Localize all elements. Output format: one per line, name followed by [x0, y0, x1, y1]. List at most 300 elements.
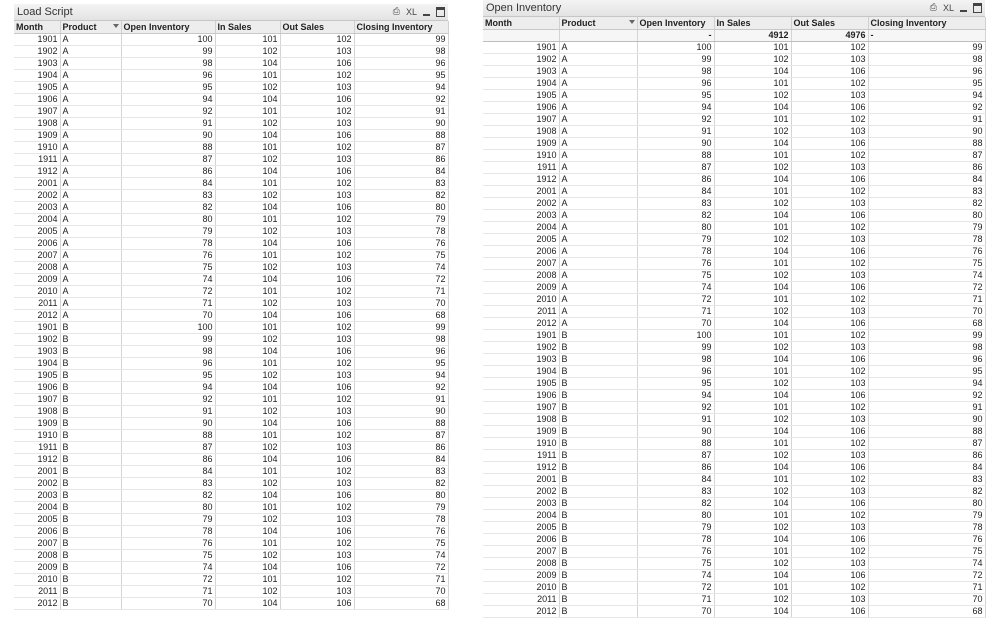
cell-product[interactable]: A — [559, 294, 637, 306]
cell-month[interactable]: 1908 — [14, 118, 60, 130]
cell-product[interactable]: A — [60, 214, 121, 226]
cell-month[interactable]: 1903 — [483, 66, 559, 78]
cell-month[interactable]: 1907 — [14, 106, 60, 118]
cell-month[interactable]: 2005 — [483, 522, 559, 534]
cell-product[interactable]: B — [559, 354, 637, 366]
cell-product[interactable]: A — [60, 46, 121, 58]
table-row[interactable] — [14, 214, 448, 226]
cell-product[interactable]: B — [559, 450, 637, 462]
cell-product[interactable]: B — [559, 390, 637, 402]
cell-product[interactable]: A — [60, 202, 121, 214]
cell-product[interactable]: A — [60, 166, 121, 178]
cell-month[interactable]: 2002 — [483, 486, 559, 498]
table-row[interactable] — [14, 310, 448, 322]
cell-month[interactable]: 1910 — [14, 142, 60, 154]
table-row[interactable] — [14, 442, 448, 454]
table-row[interactable] — [14, 94, 448, 106]
table-row[interactable] — [14, 382, 448, 394]
cell-month[interactable]: 2009 — [14, 274, 60, 286]
cell-month[interactable]: 1905 — [14, 370, 60, 382]
column-header-out-sales[interactable]: Out Sales — [791, 17, 868, 30]
cell-product[interactable]: B — [559, 558, 637, 570]
cell-month[interactable]: 2001 — [14, 466, 60, 478]
table-row[interactable] — [14, 454, 448, 466]
cell-month[interactable]: 2003 — [483, 498, 559, 510]
cell-month[interactable]: 1909 — [14, 130, 60, 142]
table-row[interactable] — [14, 250, 448, 262]
cell-product[interactable]: B — [60, 358, 121, 370]
cell-month[interactable]: 2011 — [14, 586, 60, 598]
cell-product[interactable]: A — [559, 162, 637, 174]
cell-product[interactable]: B — [559, 486, 637, 498]
column-header-closing-inventory[interactable]: Closing Inventory — [354, 21, 448, 34]
cell-product[interactable]: A — [60, 118, 121, 130]
cell-product[interactable]: B — [60, 394, 121, 406]
table-row[interactable] — [483, 510, 985, 522]
table-row[interactable] — [14, 370, 448, 382]
cell-month[interactable]: 1909 — [483, 138, 559, 150]
table-row[interactable] — [14, 154, 448, 166]
table-row[interactable] — [483, 498, 985, 510]
cell-month[interactable]: 2008 — [14, 550, 60, 562]
table-row[interactable] — [14, 58, 448, 70]
cell-product[interactable]: A — [60, 310, 121, 322]
cell-month[interactable]: 2004 — [483, 510, 559, 522]
table-row[interactable] — [483, 198, 985, 210]
table-row[interactable] — [483, 78, 985, 90]
table-row[interactable] — [483, 606, 985, 618]
cell-month[interactable]: 1903 — [483, 354, 559, 366]
table-row[interactable] — [14, 190, 448, 202]
cell-month[interactable]: 2010 — [483, 582, 559, 594]
cell-product[interactable]: A — [559, 210, 637, 222]
table-row[interactable] — [483, 546, 985, 558]
table-row[interactable] — [14, 562, 448, 574]
minimize-icon[interactable] — [960, 4, 967, 12]
cell-month[interactable]: 2006 — [483, 534, 559, 546]
export-xl-icon[interactable]: XL — [942, 3, 954, 13]
cell-product[interactable]: B — [60, 490, 121, 502]
cell-month[interactable]: 1901 — [483, 42, 559, 54]
cell-product[interactable]: B — [60, 526, 121, 538]
table-row[interactable] — [14, 322, 448, 334]
table-row[interactable] — [14, 166, 448, 178]
cell-month[interactable]: 2002 — [14, 190, 60, 202]
cell-month[interactable]: 2010 — [483, 294, 559, 306]
cell-month[interactable]: 2011 — [483, 594, 559, 606]
cell-month[interactable]: 1902 — [14, 334, 60, 346]
cell-product[interactable]: B — [559, 378, 637, 390]
table-row[interactable] — [483, 246, 985, 258]
table-row[interactable] — [14, 298, 448, 310]
cell-product[interactable]: B — [60, 430, 121, 442]
table-row[interactable] — [483, 222, 985, 234]
cell-product[interactable]: A — [559, 90, 637, 102]
cell-month[interactable]: 2011 — [14, 298, 60, 310]
cell-product[interactable]: A — [559, 174, 637, 186]
column-header-in-sales[interactable]: In Sales — [215, 21, 280, 34]
sort-indicator-icon[interactable] — [113, 24, 119, 28]
table-row[interactable] — [14, 178, 448, 190]
cell-product[interactable]: A — [60, 298, 121, 310]
cell-product[interactable]: A — [559, 258, 637, 270]
cell-month[interactable]: 2002 — [14, 478, 60, 490]
table-row[interactable] — [14, 238, 448, 250]
cell-month[interactable]: 2006 — [483, 246, 559, 258]
cell-product[interactable]: B — [559, 522, 637, 534]
cell-product[interactable]: B — [559, 606, 637, 618]
table-row[interactable] — [483, 90, 985, 102]
cell-product[interactable]: B — [559, 570, 637, 582]
cell-product[interactable]: A — [60, 142, 121, 154]
cell-product[interactable]: B — [60, 466, 121, 478]
cell-month[interactable]: 1912 — [14, 454, 60, 466]
cell-product[interactable]: B — [559, 426, 637, 438]
table-row[interactable] — [483, 294, 985, 306]
table-row[interactable] — [483, 474, 985, 486]
cell-month[interactable]: 2001 — [483, 474, 559, 486]
cell-product[interactable]: B — [60, 442, 121, 454]
cell-product[interactable]: B — [559, 438, 637, 450]
cell-month[interactable]: 1901 — [14, 322, 60, 334]
cell-product[interactable]: B — [60, 418, 121, 430]
table-row[interactable] — [14, 526, 448, 538]
minimize-icon[interactable] — [423, 8, 430, 16]
cell-product[interactable]: A — [60, 82, 121, 94]
cell-product[interactable]: A — [559, 54, 637, 66]
cell-month[interactable]: 1903 — [14, 58, 60, 70]
cell-product[interactable]: B — [559, 498, 637, 510]
table-row[interactable] — [14, 130, 448, 142]
cell-month[interactable]: 2004 — [14, 214, 60, 226]
cell-month[interactable]: 2012 — [14, 598, 60, 610]
cell-product[interactable]: A — [60, 94, 121, 106]
cell-month[interactable]: 2007 — [14, 538, 60, 550]
table-row[interactable] — [483, 450, 985, 462]
table-row[interactable] — [14, 226, 448, 238]
cell-product[interactable]: A — [60, 238, 121, 250]
cell-month[interactable]: 2010 — [14, 286, 60, 298]
table-row[interactable] — [483, 534, 985, 546]
cell-product[interactable]: A — [60, 58, 121, 70]
cell-month[interactable]: 2011 — [483, 306, 559, 318]
cell-month[interactable]: 2005 — [14, 226, 60, 238]
cell-month[interactable]: 1911 — [14, 442, 60, 454]
table-row[interactable] — [14, 574, 448, 586]
table-row[interactable] — [14, 406, 448, 418]
cell-month[interactable]: 2008 — [483, 270, 559, 282]
table-row[interactable] — [483, 402, 985, 414]
cell-month[interactable]: 2003 — [14, 490, 60, 502]
table-row[interactable] — [14, 286, 448, 298]
table-row[interactable] — [483, 282, 985, 294]
cell-product[interactable]: B — [60, 514, 121, 526]
table-row[interactable] — [14, 34, 448, 46]
maximize-icon[interactable] — [436, 7, 445, 17]
table-row[interactable] — [483, 150, 985, 162]
cell-product[interactable]: A — [559, 306, 637, 318]
table-row[interactable] — [14, 202, 448, 214]
cell-month[interactable]: 1912 — [483, 462, 559, 474]
cell-month[interactable]: 1911 — [483, 162, 559, 174]
table-row[interactable] — [14, 262, 448, 274]
table-row[interactable] — [14, 46, 448, 58]
cell-month[interactable]: 1902 — [14, 46, 60, 58]
table-row[interactable] — [483, 114, 985, 126]
cell-month[interactable]: 1904 — [483, 366, 559, 378]
cell-month[interactable]: 2007 — [483, 546, 559, 558]
cell-month[interactable]: 2009 — [14, 562, 60, 574]
cell-product[interactable]: A — [559, 222, 637, 234]
cell-month[interactable]: 1904 — [483, 78, 559, 90]
table-row[interactable] — [14, 478, 448, 490]
table-row[interactable] — [14, 418, 448, 430]
column-header-month[interactable]: Month — [483, 17, 559, 30]
print-icon[interactable]: ⎙ — [929, 3, 937, 13]
cell-month[interactable]: 1902 — [483, 342, 559, 354]
cell-product[interactable]: A — [559, 318, 637, 330]
cell-month[interactable]: 1908 — [483, 414, 559, 426]
cell-month[interactable]: 2007 — [14, 250, 60, 262]
column-header-closing-inventory[interactable]: Closing Inventory — [868, 17, 985, 30]
cell-month[interactable]: 1909 — [483, 426, 559, 438]
cell-month[interactable]: 2001 — [483, 186, 559, 198]
cell-product[interactable]: B — [60, 502, 121, 514]
table-row[interactable] — [483, 426, 985, 438]
cell-product[interactable]: A — [60, 106, 121, 118]
cell-product[interactable]: A — [60, 70, 121, 82]
cell-month[interactable]: 2012 — [14, 310, 60, 322]
cell-month[interactable]: 2006 — [14, 238, 60, 250]
cell-month[interactable]: 2012 — [483, 606, 559, 618]
cell-month[interactable]: 1912 — [14, 166, 60, 178]
table-row[interactable] — [14, 334, 448, 346]
cell-product[interactable]: A — [559, 78, 637, 90]
cell-product[interactable]: B — [559, 402, 637, 414]
cell-product[interactable]: A — [60, 226, 121, 238]
cell-product[interactable]: B — [60, 598, 121, 610]
table-row[interactable] — [483, 174, 985, 186]
cell-month[interactable]: 1910 — [483, 438, 559, 450]
table-row[interactable] — [483, 582, 985, 594]
table-row[interactable] — [483, 414, 985, 426]
table-row[interactable] — [14, 466, 448, 478]
cell-product[interactable]: A — [559, 198, 637, 210]
cell-month[interactable]: 2006 — [14, 526, 60, 538]
cell-product[interactable]: B — [60, 574, 121, 586]
load-script-panel[interactable] — [14, 4, 448, 612]
cell-month[interactable]: 1906 — [14, 94, 60, 106]
cell-product[interactable]: A — [559, 66, 637, 78]
table-row[interactable] — [14, 358, 448, 370]
cell-month[interactable]: 2007 — [483, 258, 559, 270]
cell-product[interactable]: A — [559, 102, 637, 114]
table-row[interactable] — [483, 258, 985, 270]
cell-product[interactable]: B — [559, 582, 637, 594]
cell-month[interactable]: 1907 — [483, 402, 559, 414]
cell-month[interactable]: 2004 — [483, 222, 559, 234]
panel-caption[interactable] — [14, 4, 448, 21]
cell-product[interactable]: B — [559, 474, 637, 486]
cell-month[interactable]: 2008 — [483, 558, 559, 570]
cell-product[interactable]: B — [559, 462, 637, 474]
table-row[interactable] — [483, 126, 985, 138]
cell-product[interactable]: A — [60, 190, 121, 202]
cell-month[interactable]: 1907 — [14, 394, 60, 406]
cell-month[interactable]: 2005 — [14, 514, 60, 526]
cell-product[interactable]: A — [559, 126, 637, 138]
table-row[interactable] — [483, 330, 985, 342]
cell-product[interactable]: B — [60, 586, 121, 598]
cell-month[interactable]: 1904 — [14, 358, 60, 370]
table-row[interactable] — [14, 490, 448, 502]
cell-product[interactable]: B — [559, 594, 637, 606]
table-row[interactable] — [483, 594, 985, 606]
cell-month[interactable]: 2005 — [483, 234, 559, 246]
cell-month[interactable]: 1904 — [14, 70, 60, 82]
cell-month[interactable]: 2012 — [483, 318, 559, 330]
table-row[interactable] — [483, 378, 985, 390]
column-header-month[interactable]: Month — [14, 21, 60, 34]
table-row[interactable] — [14, 514, 448, 526]
column-header-open-inventory[interactable]: Open Inventory — [121, 21, 215, 34]
cell-month[interactable]: 1908 — [483, 126, 559, 138]
cell-month[interactable]: 1911 — [483, 450, 559, 462]
table-row[interactable] — [14, 550, 448, 562]
sort-indicator-icon[interactable] — [629, 20, 635, 24]
cell-product[interactable]: A — [559, 246, 637, 258]
cell-month[interactable]: 1901 — [14, 34, 60, 46]
print-icon[interactable]: ⎙ — [392, 7, 400, 17]
cell-month[interactable]: 2010 — [14, 574, 60, 586]
cell-product[interactable]: B — [60, 406, 121, 418]
cell-month[interactable]: 1905 — [483, 90, 559, 102]
cell-product[interactable]: B — [559, 342, 637, 354]
cell-product[interactable]: A — [60, 154, 121, 166]
cell-product[interactable]: A — [559, 150, 637, 162]
cell-product[interactable]: A — [559, 186, 637, 198]
table-row[interactable] — [14, 70, 448, 82]
cell-product[interactable]: A — [559, 138, 637, 150]
column-header-out-sales[interactable]: Out Sales — [280, 21, 354, 34]
cell-product[interactable]: A — [559, 234, 637, 246]
table-row[interactable] — [14, 346, 448, 358]
table-row[interactable] — [483, 438, 985, 450]
cell-product[interactable]: B — [60, 370, 121, 382]
table-row[interactable] — [14, 502, 448, 514]
cell-month[interactable]: 2009 — [483, 570, 559, 582]
table-row[interactable] — [483, 162, 985, 174]
table-row[interactable] — [14, 430, 448, 442]
panel-caption[interactable] — [483, 0, 985, 17]
table-row[interactable] — [14, 274, 448, 286]
table-row[interactable] — [14, 142, 448, 154]
cell-month[interactable]: 1909 — [14, 418, 60, 430]
table-row[interactable] — [483, 354, 985, 366]
cell-month[interactable]: 2001 — [14, 178, 60, 190]
table-row[interactable] — [483, 462, 985, 474]
cell-month[interactable]: 1906 — [483, 390, 559, 402]
cell-product[interactable]: A — [60, 274, 121, 286]
cell-product[interactable]: B — [559, 414, 637, 426]
cell-product[interactable]: A — [60, 250, 121, 262]
table-row[interactable] — [483, 342, 985, 354]
cell-month[interactable]: 1905 — [483, 378, 559, 390]
cell-month[interactable]: 2008 — [14, 262, 60, 274]
table-row[interactable] — [483, 522, 985, 534]
cell-product[interactable]: B — [559, 330, 637, 342]
column-header-product[interactable]: Product — [60, 21, 121, 34]
cell-product[interactable]: A — [559, 270, 637, 282]
cell-product[interactable]: B — [60, 562, 121, 574]
cell-month[interactable]: 1908 — [14, 406, 60, 418]
table-row[interactable] — [14, 118, 448, 130]
table-row[interactable] — [483, 210, 985, 222]
cell-month[interactable]: 2009 — [483, 282, 559, 294]
table-row[interactable] — [483, 486, 985, 498]
cell-product[interactable]: B — [60, 454, 121, 466]
cell-product[interactable]: A — [60, 34, 121, 46]
cell-month[interactable]: 1912 — [483, 174, 559, 186]
cell-product[interactable]: A — [559, 114, 637, 126]
column-header-in-sales[interactable]: In Sales — [714, 17, 791, 30]
open-inventory-panel[interactable] — [483, 0, 985, 616]
cell-month[interactable]: 1906 — [14, 382, 60, 394]
cell-product[interactable]: B — [559, 366, 637, 378]
cell-product[interactable]: B — [60, 334, 121, 346]
table-row[interactable] — [483, 558, 985, 570]
cell-product[interactable]: B — [60, 538, 121, 550]
table-row[interactable] — [483, 138, 985, 150]
column-header-product[interactable]: Product — [559, 17, 637, 30]
export-xl-icon[interactable]: XL — [405, 7, 417, 17]
cell-product[interactable]: B — [60, 550, 121, 562]
cell-product[interactable]: A — [559, 282, 637, 294]
table-row[interactable] — [483, 366, 985, 378]
table-row[interactable] — [483, 570, 985, 582]
cell-product[interactable]: A — [60, 286, 121, 298]
table-row[interactable] — [14, 394, 448, 406]
cell-product[interactable]: A — [559, 42, 637, 54]
cell-product[interactable]: B — [60, 322, 121, 334]
table-row[interactable] — [483, 102, 985, 114]
table-row[interactable] — [14, 538, 448, 550]
cell-month[interactable]: 1903 — [14, 346, 60, 358]
table-row[interactable] — [483, 186, 985, 198]
cell-month[interactable]: 2004 — [14, 502, 60, 514]
cell-product[interactable]: B — [60, 478, 121, 490]
maximize-icon[interactable] — [973, 3, 982, 13]
cell-month[interactable]: 1907 — [483, 114, 559, 126]
column-header-open-inventory[interactable]: Open Inventory — [637, 17, 714, 30]
cell-month[interactable]: 1910 — [14, 430, 60, 442]
table-row[interactable] — [483, 318, 985, 330]
cell-month[interactable]: 1905 — [14, 82, 60, 94]
table-row[interactable] — [483, 234, 985, 246]
table-row[interactable] — [483, 66, 985, 78]
cell-month[interactable]: 2003 — [14, 202, 60, 214]
cell-month[interactable]: 2002 — [483, 198, 559, 210]
table-row[interactable] — [14, 82, 448, 94]
table-row[interactable] — [483, 54, 985, 66]
cell-product[interactable]: B — [559, 534, 637, 546]
cell-product[interactable]: B — [60, 382, 121, 394]
cell-month[interactable]: 1906 — [483, 102, 559, 114]
table-row[interactable] — [483, 270, 985, 282]
cell-month[interactable]: 1910 — [483, 150, 559, 162]
table-row[interactable] — [483, 390, 985, 402]
cell-month[interactable]: 1902 — [483, 54, 559, 66]
